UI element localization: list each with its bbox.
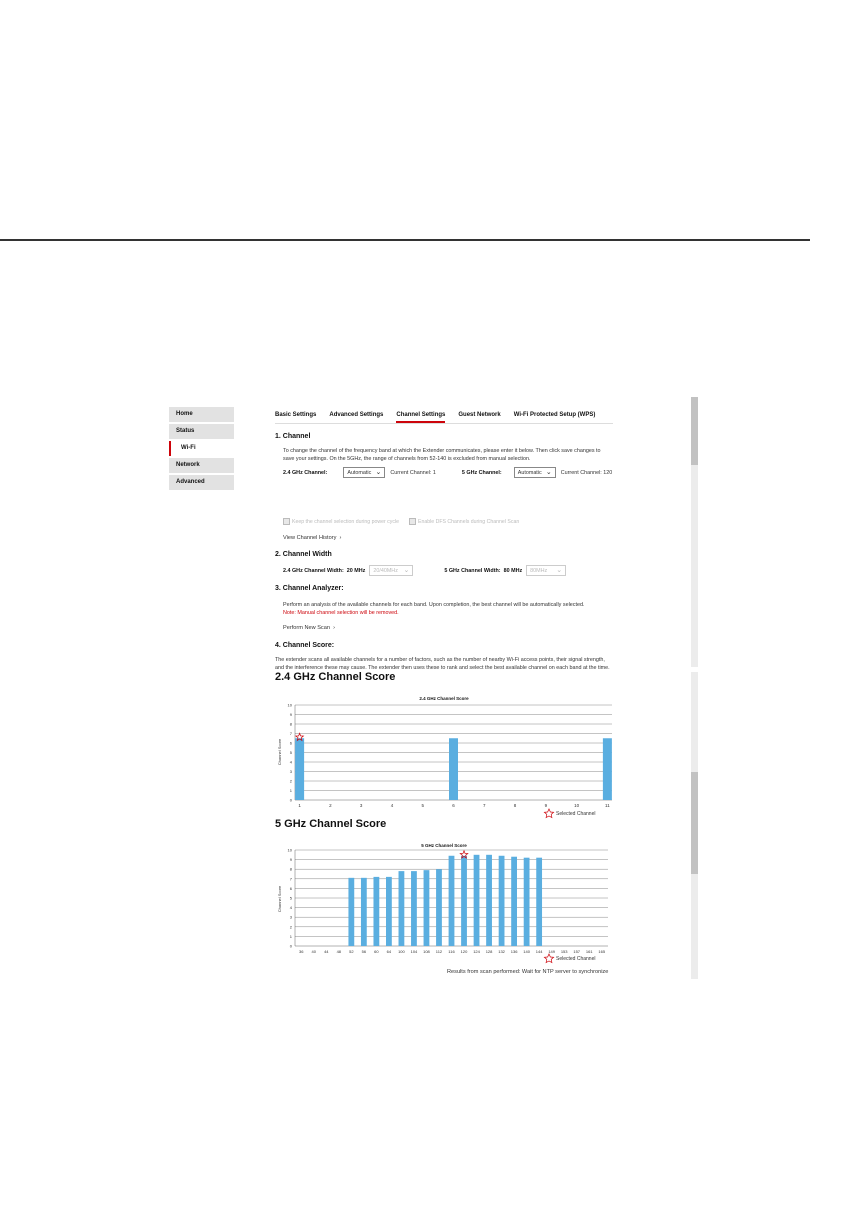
scan-results-note: Results from scan performed: Wait for NTP server to synchronize — [447, 969, 609, 975]
analyzer-note: Note: Manual channel selection will be removed. — [283, 610, 399, 616]
x-tick-label: 161 — [585, 949, 593, 954]
width-5-select-value: 80MHz — [530, 567, 548, 574]
y-tick-label: 10 — [287, 702, 292, 708]
bar-56 — [361, 878, 367, 946]
y-tick-label: 0 — [289, 797, 292, 803]
x-tick-label: 2 — [329, 803, 332, 808]
x-tick-label: 52 — [349, 949, 354, 954]
analyzer-description: Perform an analysis of the available channels for each band. Upon completion, the best channel will be automatically selected. — [283, 602, 585, 608]
keep-channel-label: Keep the channel selection during power cycle — [292, 518, 399, 525]
scrollbar-top[interactable] — [691, 397, 698, 667]
bar-52 — [348, 878, 354, 946]
section-title-channel: 1. Channel — [275, 433, 311, 440]
x-tick-label: 136 — [510, 949, 518, 954]
bar-60 — [373, 877, 379, 946]
chart-5-title: 5 GHz Channel Score — [421, 843, 467, 848]
x-tick-label: 112 — [435, 949, 443, 954]
sidebar-item-network[interactable]: Network — [169, 458, 234, 473]
width-24-select[interactable] — [369, 565, 413, 576]
y-tick-label: 4 — [289, 759, 292, 765]
bar-124 — [474, 855, 480, 946]
x-tick-label: 140 — [523, 949, 530, 954]
x-tick-label: 116 — [448, 949, 455, 954]
y-tick-label: 5 — [289, 895, 292, 901]
current-channel-5: Current Channel: 120 — [560, 469, 613, 476]
view-channel-history-link[interactable] — [283, 535, 341, 541]
x-tick-label: 128 — [485, 949, 493, 954]
y-tick-label: 7 — [289, 731, 292, 736]
header-divider — [0, 239, 810, 241]
bar-1 — [295, 738, 304, 800]
chart-24-legend — [544, 809, 595, 818]
x-tick-label: 157 — [573, 949, 581, 954]
y-tick-label: 3 — [289, 769, 292, 774]
x-tick-label: 44 — [324, 949, 329, 954]
x-tick-label: 60 — [374, 949, 379, 954]
x-tick-label: 48 — [336, 949, 342, 954]
bar-140 — [524, 858, 530, 946]
scrollbar-top-thumb[interactable] — [691, 397, 698, 465]
width-row — [283, 565, 571, 576]
x-tick-label: 40 — [311, 949, 317, 954]
x-tick-label: 120 — [460, 949, 468, 954]
y-tick-label: 6 — [289, 885, 292, 891]
width-5-label: 5 GHz Channel Width: — [444, 567, 501, 574]
x-tick-label: 5 — [421, 803, 424, 808]
chart-24-title: 2.4 GHz Channel Score — [419, 696, 469, 701]
checkbox-icon — [283, 518, 290, 525]
x-tick-label: 104 — [410, 949, 418, 954]
width-24-select-value: 20/40MHz — [373, 567, 398, 574]
checkbox-icon — [409, 518, 416, 525]
y-tick-label: 4 — [289, 905, 292, 911]
section-title-score: 4. Channel Score: — [275, 642, 335, 649]
channel-24-label: 2.4 GHz Channel: — [283, 469, 328, 476]
chart-24-heading: 2.4 GHz Channel Score — [275, 671, 396, 683]
bar-116 — [449, 856, 455, 946]
y-tick-label: 3 — [289, 914, 292, 920]
channel-5-select[interactable] — [514, 467, 556, 478]
scrollbar-bottom[interactable] — [691, 672, 698, 979]
sidebar-item-advanced[interactable]: Advanced — [169, 475, 234, 490]
dfs-label: Enable DFS Channels during Channel Scan — [418, 518, 520, 525]
chevron-down-icon: ⌄ — [403, 567, 410, 574]
tab-wps[interactable]: Wi-Fi Protected Setup (WPS) — [513, 412, 596, 418]
chevron-down-icon: ⌄ — [375, 469, 382, 476]
view-channel-history-label: View Channel History — [283, 535, 337, 541]
x-tick-label: 100 — [398, 949, 405, 954]
sidebar-item-wifi[interactable]: Wi-Fi — [169, 441, 234, 456]
bar-128 — [486, 855, 492, 946]
x-tick-label: 3 — [359, 803, 363, 808]
bar-108 — [424, 870, 430, 946]
x-tick-label: 10 — [574, 803, 580, 808]
x-tick-label: 1 — [298, 803, 301, 808]
chevron-right-icon: › — [331, 625, 335, 631]
width-5-value: 80 MHz — [503, 567, 523, 574]
keep-channel-checkbox[interactable] — [283, 518, 399, 525]
channel-24-select[interactable] — [343, 467, 385, 478]
y-tick-label: 6 — [289, 740, 292, 746]
chart-24-ylabel: Channel Score — [277, 738, 282, 766]
chevron-down-icon: ⌄ — [556, 567, 563, 574]
star-outline-icon — [544, 954, 553, 963]
x-tick-label: 56 — [361, 949, 367, 954]
main-panel — [275, 405, 613, 671]
section-title-width: 2. Channel Width — [275, 551, 332, 558]
bar-112 — [436, 869, 442, 946]
chart-24-legend-label: Selected Channel — [556, 811, 596, 817]
chevron-down-icon: ⌄ — [545, 469, 552, 476]
y-tick-label: 2 — [289, 778, 292, 784]
sidebar-nav — [169, 407, 234, 492]
tab-bar — [275, 405, 613, 424]
x-tick-label: 7 — [483, 803, 486, 808]
channel-description: To change the channel of the frequency band at which the Extender communicates, please enter it below. Then click save changes to save your settings. On the 5GHz, the range of channels from 52-140 is excluded from manual selection. — [283, 448, 601, 462]
bar-11 — [603, 738, 612, 800]
dfs-checkbox[interactable] — [409, 518, 519, 525]
bar-136 — [511, 857, 517, 946]
x-tick-label: 6 — [452, 803, 455, 808]
current-channel-24: Current Channel: 1 — [390, 469, 436, 476]
tab-advanced-settings[interactable]: Advanced Settings — [329, 412, 384, 418]
x-tick-label: 64 — [386, 949, 392, 954]
x-tick-label: 4 — [390, 803, 394, 808]
x-tick-label: 36 — [299, 949, 304, 954]
bar-64 — [386, 877, 392, 946]
width-5-select[interactable] — [526, 565, 566, 576]
y-tick-label: 5 — [289, 750, 292, 755]
width-24-value: 20 MHz — [346, 567, 366, 574]
chart-5-legend-label: Selected Channel — [556, 956, 596, 962]
y-tick-label: 1 — [289, 788, 292, 793]
tab-basic-settings[interactable]: Basic Settings — [275, 412, 317, 418]
y-tick-label: 7 — [289, 876, 292, 882]
x-tick-label: 165 — [598, 949, 606, 954]
x-tick-label: 153 — [560, 949, 568, 954]
x-tick-label: 124 — [473, 949, 480, 954]
width-24-label: 2.4 GHz Channel Width: — [283, 567, 344, 574]
y-tick-label: 0 — [289, 943, 292, 949]
y-tick-label: 2 — [289, 924, 292, 930]
x-tick-label: 9 — [544, 803, 548, 808]
scrollbar-bottom-thumb[interactable] — [691, 772, 698, 874]
tab-guest-network[interactable]: Guest Network — [458, 412, 501, 418]
bar-6 — [449, 738, 458, 800]
perform-new-scan-link[interactable] — [283, 625, 335, 631]
y-tick-label: 9 — [289, 712, 292, 717]
chevron-right-icon: › — [337, 535, 342, 541]
bar-104 — [411, 871, 417, 946]
channel-24-select-value: Automatic — [347, 469, 372, 476]
x-tick-label: 144 — [535, 949, 543, 954]
sidebar-item-home[interactable]: Home — [169, 407, 234, 422]
x-tick-label: 8 — [513, 803, 517, 808]
x-tick-label: 11 — [605, 803, 610, 808]
chart-5-heading: 5 GHz Channel Score — [275, 818, 387, 830]
x-tick-label: 108 — [423, 949, 430, 954]
bar-144 — [536, 858, 542, 946]
y-tick-label: 8 — [289, 866, 292, 872]
bar-132 — [499, 856, 505, 946]
channel-5-label: 5 GHz Channel: — [461, 469, 502, 476]
section-title-analyzer: 3. Channel Analyzer: — [275, 585, 344, 592]
tab-channel-settings[interactable]: Channel Settings — [396, 412, 446, 418]
sidebar-item-status[interactable]: Status — [169, 424, 234, 439]
channel-options — [283, 518, 519, 525]
star-outline-icon — [544, 809, 553, 818]
y-tick-label: 9 — [289, 857, 292, 863]
chart-5-legend — [544, 954, 595, 963]
chart-24ghz — [272, 692, 617, 820]
score-description: The extender scans all available channels for a number of factors, such as the number of nearby Wi-Fi access points, their signal strength, and the interference these may cause. The extender then uses these to rank and select the best available channel on each band at the time. — [275, 657, 610, 671]
perform-new-scan-label: Perform New Scan — [283, 625, 330, 631]
y-tick-label: 10 — [287, 847, 292, 853]
y-tick-label: 1 — [289, 933, 292, 939]
chart-5-ylabel: Channel Score — [277, 885, 282, 913]
bar-120 — [461, 856, 467, 946]
chart-5ghz — [272, 839, 617, 967]
bar-100 — [399, 871, 405, 946]
channel-5-select-value: Automatic — [517, 469, 542, 476]
x-tick-label: 132 — [498, 949, 505, 954]
channel-row — [283, 467, 612, 478]
y-tick-label: 8 — [289, 721, 292, 727]
x-tick-label: 149 — [548, 949, 556, 954]
